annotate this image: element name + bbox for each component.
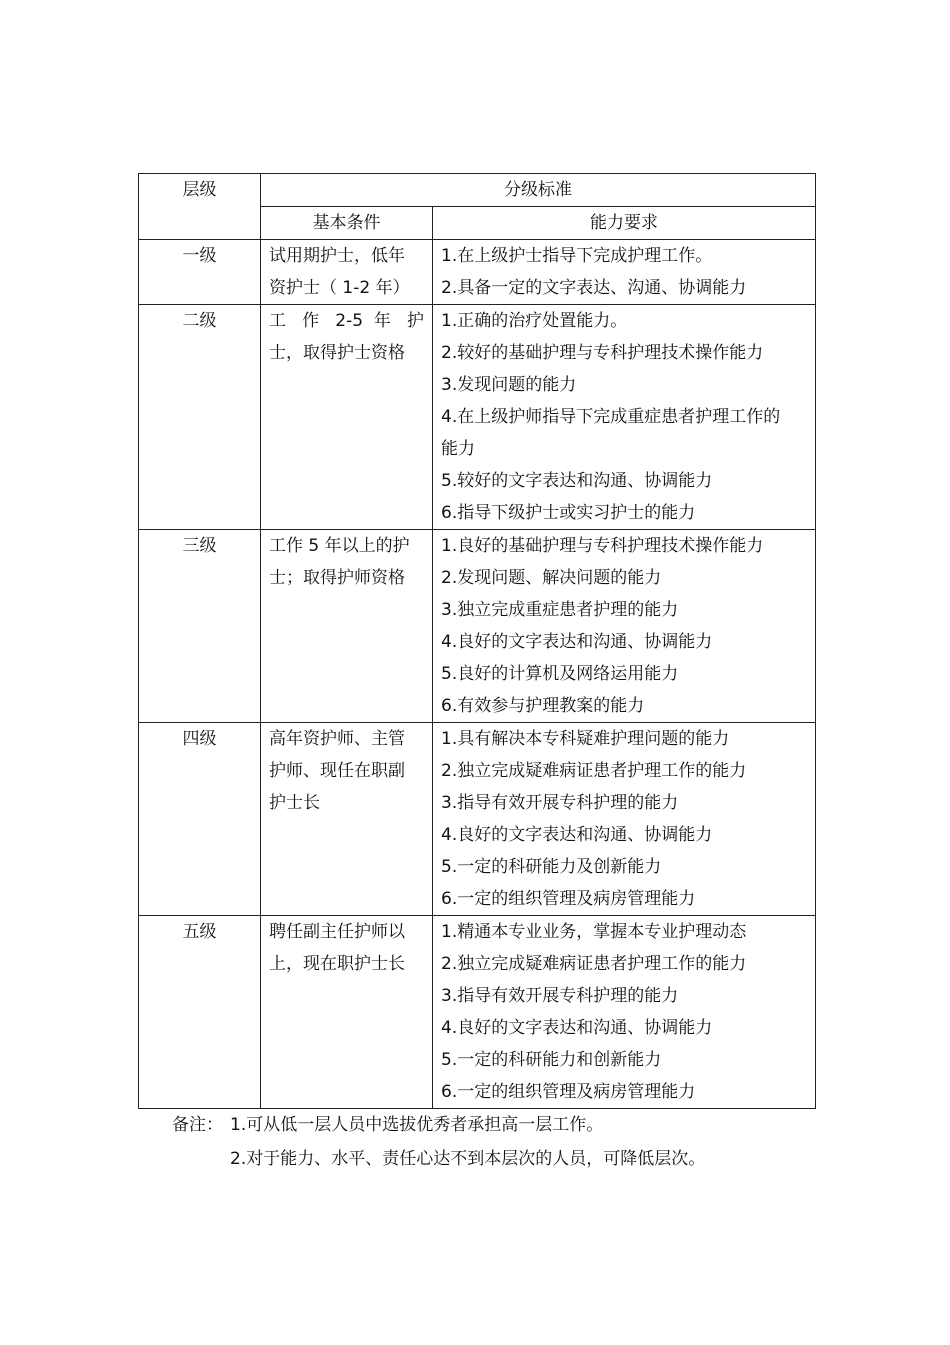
requirement-line: 3.发现问题的能力 (441, 375, 577, 395)
conditions-cell (261, 916, 433, 1109)
requirement-line: 4.良好的文字表达和沟通、协调能力 (441, 825, 713, 845)
header-ability-requirements: 能力要求 (433, 207, 816, 240)
requirement-line: 5.一定的科研能力和创新能力 (441, 1050, 662, 1070)
grade-standard-table (138, 173, 816, 1109)
table-row (139, 305, 816, 530)
requirement-line: 6.一定的组织管理及病房管理能力 (441, 1082, 696, 1102)
header-basic-conditions: 基本条件 (261, 207, 433, 240)
condition-line: 上，现在职护士长 (269, 954, 405, 974)
requirement-line: 1.良好的基础护理与专科护理技术操作能力 (441, 536, 764, 556)
condition-line: 工作 5 年以上的护 (269, 536, 410, 556)
table-header-row (139, 174, 816, 207)
requirement-line: 6.有效参与护理教案的能力 (441, 696, 645, 716)
level-cell: 五级 (139, 916, 261, 1109)
notes-section (172, 1108, 705, 1176)
requirements-cell (433, 723, 816, 916)
requirement-line: 1.精通本专业业务，掌握本专业护理动态 (441, 922, 747, 942)
requirement-line: 5.良好的计算机及网络运用能力 (441, 664, 679, 684)
table-row (139, 530, 816, 723)
conditions-cell (261, 240, 433, 305)
requirements-cell (433, 530, 816, 723)
requirement-line: 1.正确的治疗处置能力。 (441, 311, 628, 331)
requirement-line: 4.良好的文字表达和沟通、协调能力 (441, 632, 713, 652)
requirement-line: 2.较好的基础护理与专科护理技术操作能力 (441, 343, 764, 363)
condition-line: 资护士（ 1-2 年） (269, 278, 410, 298)
condition-line: 高年资护师、主管 (269, 729, 405, 749)
condition-line: 工 作 2-5 年 护 (269, 311, 424, 331)
conditions-cell (261, 723, 433, 916)
requirement-line: 3.独立完成重症患者护理的能力 (441, 600, 679, 620)
header-level: 层级 (139, 174, 261, 240)
requirement-line: 2.独立完成疑难病证患者护理工作的能力 (441, 954, 747, 974)
requirement-line: 1.在上级护士指导下完成护理工作。 (441, 246, 713, 266)
requirement-line: 2.具备一定的文字表达、沟通、协调能力 (441, 278, 747, 298)
condition-line: 护士长 (269, 793, 320, 813)
requirement-line: 2.独立完成疑难病证患者护理工作的能力 (441, 761, 747, 781)
level-cell: 一级 (139, 240, 261, 305)
requirements-cell (433, 305, 816, 530)
note-item: 2.对于能力、水平、责任心达不到本层次的人员，可降低层次。 (230, 1149, 706, 1169)
condition-line: 聘任副主任护师以 (269, 922, 405, 942)
condition-line: 士；取得护师资格 (269, 568, 405, 588)
level-cell: 四级 (139, 723, 261, 916)
requirement-line: 6.指导下级护士或实习护士的能力 (441, 503, 696, 523)
level-cell: 二级 (139, 305, 261, 530)
table-row (139, 240, 816, 305)
requirement-line: 1.具有解决本专科疑难护理问题的能力 (441, 729, 730, 749)
note-item: 1.可从低一层人员中选拔优秀者承担高一层工作。 (230, 1115, 604, 1135)
requirement-line: 3.指导有效开展专科护理的能力 (441, 986, 679, 1006)
notes-label: 备注： (172, 1115, 223, 1135)
requirements-cell (433, 916, 816, 1109)
conditions-cell (261, 305, 433, 530)
condition-line: 护师、现任在职副 (269, 761, 405, 781)
table-row (139, 916, 816, 1109)
condition-line: 试用期护士，低年 (269, 246, 405, 266)
requirement-line: 5.一定的科研能力及创新能力 (441, 857, 662, 877)
conditions-cell (261, 530, 433, 723)
requirement-line: 5.较好的文字表达和沟通、协调能力 (441, 471, 713, 491)
condition-line: 士，取得护士资格 (269, 343, 405, 363)
requirement-line: 4.在上级护师指导下完成重症患者护理工作的能力 (441, 407, 781, 459)
note-row (172, 1142, 705, 1176)
header-standard: 分级标准 (261, 174, 816, 207)
requirements-cell (433, 240, 816, 305)
table-row (139, 723, 816, 916)
note-row (172, 1108, 705, 1142)
requirement-line: 6.一定的组织管理及病房管理能力 (441, 889, 696, 909)
requirement-line: 3.指导有效开展专科护理的能力 (441, 793, 679, 813)
level-cell: 三级 (139, 530, 261, 723)
requirement-line: 2.发现问题、解决问题的能力 (441, 568, 662, 588)
requirement-line: 4.良好的文字表达和沟通、协调能力 (441, 1018, 713, 1038)
